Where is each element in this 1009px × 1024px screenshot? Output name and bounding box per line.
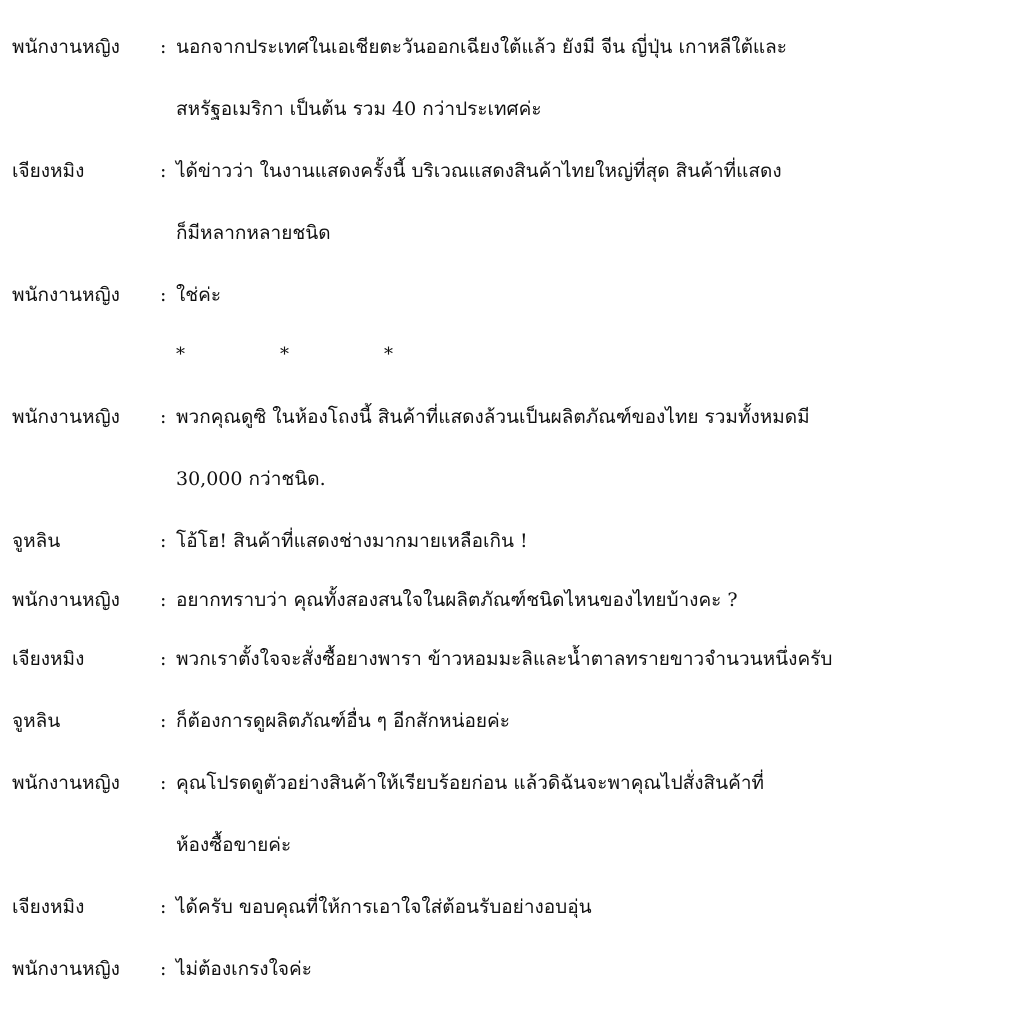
speaker-name: เจียงหมิง — [12, 648, 85, 670]
dialogue-text: อยากทราบว่า คุณทั้งสองสนใจในผลิตภัณฑ์ชนิดไหนของไทยบ้างคะ ? — [176, 589, 738, 611]
dialogue-line — [0, 275, 1009, 315]
dialogue-line — [0, 397, 1009, 437]
dialogue-text: ได้ข่าวว่า ในงานแสดงครั้งนี้ บริเวณแสดงสินค้าไทยใหญ่ที่สุด สินค้าที่แสดง — [176, 160, 782, 182]
dialogue-text: ก็มีหลากหลายชนิด — [176, 222, 331, 244]
dialogue-line — [0, 151, 1009, 191]
dialogue-text: ได้ครับ ขอบคุณที่ให้การเอาใจใส่ต้อนรับอย่างอบอุ่น — [176, 896, 592, 918]
speaker-name: พนักงานหญิง — [12, 772, 120, 794]
colon: : — [160, 406, 167, 428]
colon: : — [160, 284, 167, 306]
dialogue-text: พวกเราตั้งใจจะสั่งซื้อยางพารา ข้าวหอมมะลิและน้ำตาลทรายขาวจำนวนหนึ่งครับ — [176, 648, 833, 670]
speaker-name: พนักงานหญิง — [12, 589, 120, 611]
dialogue-line — [0, 949, 1009, 989]
dialogue-text: ห้องซื้อขายค่ะ — [176, 834, 292, 856]
colon: : — [160, 896, 167, 918]
dialogue-text: พวกคุณดูซิ ในห้องโถงนี้ สินค้าที่แสดงล้วนเป็นผลิตภัณฑ์ของไทย รวมทั้งหมดมี — [176, 406, 810, 428]
dialogue-line-continuation — [0, 213, 1009, 253]
dialogue-text: 30,000 กว่าชนิด. — [176, 468, 326, 490]
dialogue-line — [0, 763, 1009, 803]
speaker-name: พนักงานหญิง — [12, 36, 120, 58]
speaker-name: พนักงานหญิง — [12, 406, 120, 428]
colon: : — [160, 772, 167, 794]
colon: : — [160, 36, 167, 58]
speaker-name: เจียงหมิง — [12, 160, 85, 182]
separator-star: * — [384, 344, 393, 365]
dialogue-line — [0, 887, 1009, 927]
dialogue-text: นอกจากประเทศในเอเชียตะวันออกเฉียงใต้แล้ว ยังมี จีน ญี่ปุ่น เกาหลีใต้และ — [176, 36, 787, 58]
separator-star: * — [176, 344, 185, 365]
speaker-name: พนักงานหญิง — [12, 284, 120, 306]
dialogue-line-continuation — [0, 459, 1009, 499]
dialogue-line-continuation — [0, 89, 1009, 129]
speaker-name: จูหลิน — [12, 530, 61, 552]
speaker-name: เจียงหมิง — [12, 896, 85, 918]
speaker-name: จูหลิน — [12, 710, 61, 732]
dialogue-line — [0, 701, 1009, 741]
dialogue-text: ก็ต้องการดูผลิตภัณฑ์อื่น ๆ อีกสักหน่อยค่ะ — [176, 710, 510, 732]
dialogue-text: คุณโปรดดูตัวอย่างสินค้าให้เรียบร้อยก่อน แล้วดิฉันจะพาคุณไปสั่งสินค้าที่ — [176, 772, 765, 794]
dialogue-line — [0, 580, 1009, 620]
colon: : — [160, 710, 167, 732]
dialogue-text: ใช่ค่ะ — [176, 284, 222, 306]
colon: : — [160, 530, 167, 552]
dialogue-line — [0, 27, 1009, 67]
colon: : — [160, 160, 167, 182]
colon: : — [160, 648, 167, 670]
dialogue-text: โอ้โฮ! สินค้าที่แสดงช่างมากมายเหลือเกิน ! — [176, 530, 528, 552]
separator-star: * — [280, 344, 289, 365]
colon: : — [160, 958, 167, 980]
scene-separator — [0, 335, 1009, 375]
dialogue-line — [0, 639, 1009, 679]
dialogue-line — [0, 521, 1009, 561]
dialogue-text: ไม่ต้องเกรงใจค่ะ — [176, 958, 312, 980]
dialogue-line-continuation — [0, 825, 1009, 865]
colon: : — [160, 589, 167, 611]
dialogue-text: สหรัฐอเมริกา เป็นต้น รวม 40 กว่าประเทศค่ะ — [176, 98, 542, 120]
speaker-name: พนักงานหญิง — [12, 958, 120, 980]
